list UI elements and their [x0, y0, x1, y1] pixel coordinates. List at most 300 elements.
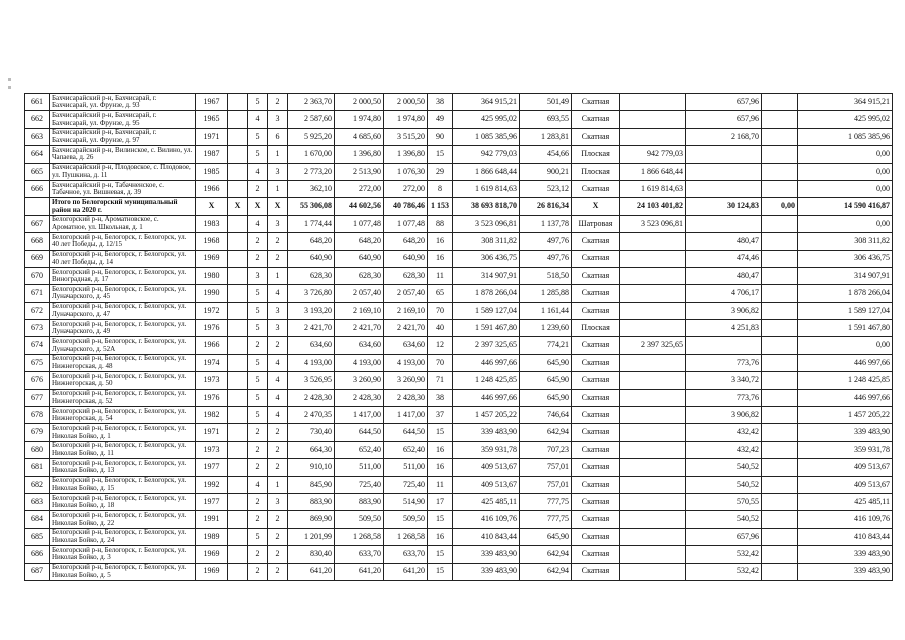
- housing-repair-table: [24, 93, 893, 581]
- cell-cost: 359 931,78: [453, 441, 520, 458]
- cell-a2: 648,20: [335, 233, 384, 250]
- cell-total: 410 843,44: [798, 528, 893, 545]
- cell-unit: 642,94: [520, 546, 572, 563]
- cell-s1: 1 619 814,63: [620, 180, 686, 197]
- cell-s3: [762, 302, 798, 319]
- cell-a2: 2 057,40: [335, 285, 384, 302]
- cell-c1: [228, 354, 248, 371]
- cell-a2: 628,30: [335, 267, 384, 284]
- cell-ent: 3: [268, 493, 288, 510]
- cell-a1: 2 421,70: [288, 320, 335, 337]
- cell-a2: 511,00: [335, 459, 384, 476]
- cell-total: 364 915,21: [798, 94, 893, 111]
- cell-unit: 777,75: [520, 511, 572, 528]
- cell-cost: 1 866 648,44: [453, 163, 520, 180]
- cell-year: 1985: [196, 163, 228, 180]
- cell-floors: 2: [248, 459, 268, 476]
- cell-year: 1965: [196, 111, 228, 128]
- cell-res: 71: [428, 372, 453, 389]
- table-body: [25, 94, 893, 581]
- cell-roof: X: [572, 198, 620, 215]
- cell-n: 679: [25, 424, 50, 441]
- cell-year: 1969: [196, 250, 228, 267]
- cell-ent: 2: [268, 250, 288, 267]
- cell-a2: 2 428,30: [335, 389, 384, 406]
- cell-addr: Белогорский р-н, Белогорск, г. Белогорск, ул. Николая Бойко, д. 5: [50, 563, 196, 580]
- cell-year: 1976: [196, 320, 228, 337]
- cell-res: 70: [428, 354, 453, 371]
- cell-addr: Бахчисарайский р-н, Табачненское, с. Табачное, ул. Вишневая, д. 39: [50, 180, 196, 197]
- cell-res: 16: [428, 441, 453, 458]
- cell-floors: 5: [248, 407, 268, 424]
- cell-n: 681: [25, 459, 50, 476]
- cell-unit: 523,12: [520, 180, 572, 197]
- cell-s2: [686, 146, 762, 163]
- cell-s3: [762, 372, 798, 389]
- cell-ent: 4: [268, 372, 288, 389]
- cell-roof: Скатная: [572, 563, 620, 580]
- cell-ent: 2: [268, 459, 288, 476]
- cell-res: 1 153: [428, 198, 453, 215]
- cell-cost: 339 483,90: [453, 424, 520, 441]
- cell-cost: 306 436,75: [453, 250, 520, 267]
- cell-n: 684: [25, 511, 50, 528]
- cell-unit: 454,66: [520, 146, 572, 163]
- cell-total: 339 483,90: [798, 563, 893, 580]
- cell-a3: 1 077,48: [384, 215, 428, 232]
- cell-a3: 40 786,46: [384, 198, 428, 215]
- cell-res: 12: [428, 337, 453, 354]
- cell-a2: 1 417,00: [335, 407, 384, 424]
- cell-c1: [228, 563, 248, 580]
- cell-res: 11: [428, 476, 453, 493]
- cell-unit: 642,94: [520, 563, 572, 580]
- cell-a2: 44 602,56: [335, 198, 384, 215]
- cell-floors: 2: [248, 337, 268, 354]
- cell-a1: 883,90: [288, 493, 335, 510]
- cell-total: 359 931,78: [798, 441, 893, 458]
- cell-ent: 4: [268, 407, 288, 424]
- cell-c1: [228, 180, 248, 197]
- cell-a2: 2 421,70: [335, 320, 384, 337]
- cell-n: 668: [25, 233, 50, 250]
- cell-total: 409 513,67: [798, 459, 893, 476]
- cell-year: 1973: [196, 441, 228, 458]
- cell-s1: [620, 407, 686, 424]
- cell-total: 425 995,02: [798, 111, 893, 128]
- cell-s1: [620, 320, 686, 337]
- cell-unit: 774,21: [520, 337, 572, 354]
- cell-ent: 4: [268, 389, 288, 406]
- cell-a1: 2 587,60: [288, 111, 335, 128]
- cell-s3: [762, 233, 798, 250]
- table-row: [25, 459, 893, 476]
- cell-a3: 4 193,00: [384, 354, 428, 371]
- cell-roof: Скатная: [572, 407, 620, 424]
- cell-c1: [228, 285, 248, 302]
- table-total-row: [25, 198, 893, 215]
- cell-cost: 2 397 325,65: [453, 337, 520, 354]
- cell-a1: 845,90: [288, 476, 335, 493]
- cell-a3: 2 169,10: [384, 302, 428, 319]
- cell-s3: [762, 546, 798, 563]
- cell-s3: [762, 128, 798, 145]
- cell-floors: 4: [248, 163, 268, 180]
- cell-c1: [228, 528, 248, 545]
- cell-c1: [228, 146, 248, 163]
- cell-total: 0,00: [798, 215, 893, 232]
- cell-cost: 1 619 814,63: [453, 180, 520, 197]
- cell-addr: Белогорский р-н, Белогорск, г. Белогорск, ул. Николая Бойко, д. 1: [50, 424, 196, 441]
- table-row: [25, 424, 893, 441]
- cell-cost: 339 483,90: [453, 563, 520, 580]
- cell-unit: 1 161,44: [520, 302, 572, 319]
- cell-floors: 2: [248, 493, 268, 510]
- cell-roof: Шатровая: [572, 215, 620, 232]
- cell-n: 675: [25, 354, 50, 371]
- cell-s2: 3 906,82: [686, 407, 762, 424]
- cell-unit: 1 239,60: [520, 320, 572, 337]
- cell-addr: Белогорский р-н, Белогорск, г. Белогорск, ул. Николая Бойко, д. 22: [50, 511, 196, 528]
- table-row: [25, 180, 893, 197]
- cell-a1: 1 774,44: [288, 215, 335, 232]
- cell-n: 671: [25, 285, 50, 302]
- cell-c1: [228, 267, 248, 284]
- cell-total: 306 436,75: [798, 250, 893, 267]
- cell-addr: Белогорский р-н, Белогорск, г. Белогорск, ул. Николая Бойко, д. 13: [50, 459, 196, 476]
- cell-n: 662: [25, 111, 50, 128]
- cell-cost: 364 915,21: [453, 94, 520, 111]
- cell-addr: Белогорский р-н, Ароматновское, с. Ароматное, ул. Школьная, д. 1: [50, 215, 196, 232]
- cell-a3: 1 268,58: [384, 528, 428, 545]
- cell-s2: 480,47: [686, 267, 762, 284]
- cell-year: 1991: [196, 511, 228, 528]
- cell-roof: Скатная: [572, 285, 620, 302]
- cell-ent: 3: [268, 111, 288, 128]
- cell-s1: [620, 354, 686, 371]
- table-row: [25, 389, 893, 406]
- cell-res: 15: [428, 424, 453, 441]
- cell-ent: 1: [268, 180, 288, 197]
- cell-addr: Белогорский р-н, Белогорск, г. Белогорск, ул. Нижнегорская, д. 48: [50, 354, 196, 371]
- table-row: [25, 354, 893, 371]
- cell-year: 1980: [196, 267, 228, 284]
- cell-s2: [686, 163, 762, 180]
- cell-a2: 4 193,00: [335, 354, 384, 371]
- cell-cost: 1 085 385,96: [453, 128, 520, 145]
- cell-unit: 757,01: [520, 459, 572, 476]
- cell-year: 1987: [196, 146, 228, 163]
- cell-ent: 2: [268, 563, 288, 580]
- cell-year: 1966: [196, 180, 228, 197]
- cell-s2: 2 168,70: [686, 128, 762, 145]
- cell-a3: 1 076,30: [384, 163, 428, 180]
- table-row: [25, 337, 893, 354]
- cell-year: 1972: [196, 302, 228, 319]
- cell-s1: [620, 128, 686, 145]
- cell-addr: Белогорский р-н, Белогорск, г. Белогорск, ул. Николая Бойко, д. 11: [50, 441, 196, 458]
- cell-c1: [228, 163, 248, 180]
- cell-n: 666: [25, 180, 50, 197]
- cell-roof: Плоская: [572, 320, 620, 337]
- cell-a2: 633,70: [335, 546, 384, 563]
- cell-floors: 2: [248, 511, 268, 528]
- cell-res: 70: [428, 302, 453, 319]
- cell-addr: Бахчисарайский р-н, Бахчисарай, г. Бахчисарай, ул. Фрунзе, д. 95: [50, 111, 196, 128]
- cell-a1: 1 670,00: [288, 146, 335, 163]
- cell-year: 1977: [196, 459, 228, 476]
- cell-n: 669: [25, 250, 50, 267]
- cell-cost: 409 513,67: [453, 476, 520, 493]
- cell-total: 409 513,67: [798, 476, 893, 493]
- housing-repair-table-page: [24, 93, 892, 581]
- cell-a3: 3 515,20: [384, 128, 428, 145]
- cell-s1: 942 779,03: [620, 146, 686, 163]
- cell-year: 1971: [196, 128, 228, 145]
- cell-c1: [228, 424, 248, 441]
- table-row: [25, 372, 893, 389]
- cell-addr: Итого по Белогорский муниципальный район на 2020 г.: [50, 198, 196, 215]
- cell-n: [25, 198, 50, 215]
- cell-res: 8: [428, 180, 453, 197]
- cell-s1: [620, 285, 686, 302]
- cell-n: 664: [25, 146, 50, 163]
- cell-s2: 4 251,83: [686, 320, 762, 337]
- cell-s1: [620, 302, 686, 319]
- cell-a2: 634,60: [335, 337, 384, 354]
- cell-unit: 693,55: [520, 111, 572, 128]
- cell-roof: Скатная: [572, 372, 620, 389]
- cell-n: 687: [25, 563, 50, 580]
- cell-a3: 633,70: [384, 546, 428, 563]
- cell-a2: 1 396,80: [335, 146, 384, 163]
- cell-s2: 540,52: [686, 511, 762, 528]
- cell-roof: Скатная: [572, 111, 620, 128]
- cell-c1: [228, 407, 248, 424]
- cell-year: 1967: [196, 94, 228, 111]
- cell-ent: 2: [268, 528, 288, 545]
- cell-cost: 308 311,82: [453, 233, 520, 250]
- cell-a1: 4 193,00: [288, 354, 335, 371]
- cell-n: 682: [25, 476, 50, 493]
- cell-a2: 272,00: [335, 180, 384, 197]
- cell-s3: [762, 354, 798, 371]
- cell-ent: 4: [268, 354, 288, 371]
- cell-s1: [620, 493, 686, 510]
- cell-cost: 425 995,02: [453, 111, 520, 128]
- cell-roof: Скатная: [572, 233, 620, 250]
- cell-s2: 657,96: [686, 528, 762, 545]
- cell-res: 37: [428, 407, 453, 424]
- cell-year: 1976: [196, 389, 228, 406]
- table-row: [25, 111, 893, 128]
- cell-cost: 314 907,91: [453, 267, 520, 284]
- cell-year: 1973: [196, 372, 228, 389]
- cell-c1: [228, 250, 248, 267]
- cell-unit: 26 816,34: [520, 198, 572, 215]
- cell-res: 17: [428, 493, 453, 510]
- cell-a1: 2 773,20: [288, 163, 335, 180]
- cell-unit: 645,90: [520, 372, 572, 389]
- cell-s2: 657,96: [686, 94, 762, 111]
- cell-cost: 38 693 818,70: [453, 198, 520, 215]
- cell-s1: [620, 441, 686, 458]
- cell-res: 16: [428, 528, 453, 545]
- cell-roof: Скатная: [572, 546, 620, 563]
- cell-a3: 1 417,00: [384, 407, 428, 424]
- cell-unit: 1 283,81: [520, 128, 572, 145]
- cell-floors: 5: [248, 128, 268, 145]
- cell-total: 1 457 205,22: [798, 407, 893, 424]
- cell-year: 1969: [196, 546, 228, 563]
- cell-total: 339 483,90: [798, 424, 893, 441]
- cell-addr: Бахчисарайский р-н, Бахчисарай, г. Бахчисарай, ул. Фрунзе, д. 93: [50, 94, 196, 111]
- cell-n: 667: [25, 215, 50, 232]
- cell-a3: 272,00: [384, 180, 428, 197]
- cell-s1: [620, 111, 686, 128]
- cell-unit: 1 285,88: [520, 285, 572, 302]
- cell-s2: 432,42: [686, 441, 762, 458]
- cell-ent: 1: [268, 476, 288, 493]
- cell-year: 1992: [196, 476, 228, 493]
- cell-floors: 2: [248, 250, 268, 267]
- cell-n: 674: [25, 337, 50, 354]
- cell-a1: 55 306,08: [288, 198, 335, 215]
- cell-c1: [228, 511, 248, 528]
- cell-roof: Скатная: [572, 511, 620, 528]
- cell-s1: [620, 250, 686, 267]
- table-row: [25, 493, 893, 510]
- cell-total: 308 311,82: [798, 233, 893, 250]
- scan-mark: [8, 78, 11, 81]
- cell-unit: 645,90: [520, 528, 572, 545]
- cell-a2: 1 077,48: [335, 215, 384, 232]
- cell-res: 29: [428, 163, 453, 180]
- cell-s2: 432,42: [686, 424, 762, 441]
- table-row: [25, 163, 893, 180]
- cell-addr: Бахчисарайский р-н, Бахчисарай, г. Бахчисарай, ул. Фрунзе, д. 97: [50, 128, 196, 145]
- cell-year: 1968: [196, 233, 228, 250]
- cell-res: 16: [428, 250, 453, 267]
- cell-s2: [686, 337, 762, 354]
- cell-s2: 480,47: [686, 233, 762, 250]
- cell-s3: [762, 320, 798, 337]
- cell-roof: Скатная: [572, 302, 620, 319]
- cell-year: 1989: [196, 528, 228, 545]
- cell-roof: Скатная: [572, 337, 620, 354]
- cell-s1: [620, 424, 686, 441]
- cell-floors: 2: [248, 441, 268, 458]
- cell-n: 670: [25, 267, 50, 284]
- cell-total: 0,00: [798, 163, 893, 180]
- cell-floors: 5: [248, 372, 268, 389]
- cell-ent: 2: [268, 511, 288, 528]
- cell-addr: Бахчисарайский р-н, Плодовское, с. Плодовое, ул. Пушкина, д. 11: [50, 163, 196, 180]
- cell-total: 1 591 467,80: [798, 320, 893, 337]
- cell-c1: [228, 546, 248, 563]
- cell-res: 40: [428, 320, 453, 337]
- cell-addr: Белогорский р-н, Белогорск, г. Белогорск, ул. Нижнегорская, д. 54: [50, 407, 196, 424]
- cell-roof: Скатная: [572, 180, 620, 197]
- cell-total: 1 085 385,96: [798, 128, 893, 145]
- cell-s2: [686, 180, 762, 197]
- cell-addr: Белогорский р-н, Белогорск, г. Белогорск, ул. Николая Бойко, д. 15: [50, 476, 196, 493]
- cell-a3: 634,60: [384, 337, 428, 354]
- cell-year: 1974: [196, 354, 228, 371]
- cell-a3: 648,20: [384, 233, 428, 250]
- cell-s3: [762, 493, 798, 510]
- cell-a2: 652,40: [335, 441, 384, 458]
- cell-a3: 641,20: [384, 563, 428, 580]
- cell-year: 1982: [196, 407, 228, 424]
- cell-s1: [620, 459, 686, 476]
- cell-s3: [762, 528, 798, 545]
- cell-a3: 2 428,30: [384, 389, 428, 406]
- cell-roof: Скатная: [572, 459, 620, 476]
- cell-s3: [762, 407, 798, 424]
- cell-res: 65: [428, 285, 453, 302]
- cell-s3: [762, 146, 798, 163]
- cell-roof: Плоская: [572, 146, 620, 163]
- cell-n: 685: [25, 528, 50, 545]
- table-row: [25, 267, 893, 284]
- cell-s3: 0,00: [762, 198, 798, 215]
- cell-floors: 2: [248, 233, 268, 250]
- cell-a3: 652,40: [384, 441, 428, 458]
- cell-year: 1977: [196, 493, 228, 510]
- cell-cost: 410 843,44: [453, 528, 520, 545]
- cell-s3: [762, 476, 798, 493]
- cell-roof: Скатная: [572, 389, 620, 406]
- cell-cost: 1 591 467,80: [453, 320, 520, 337]
- cell-a1: 641,20: [288, 563, 335, 580]
- cell-cost: 425 485,11: [453, 493, 520, 510]
- cell-unit: 777,75: [520, 493, 572, 510]
- table-row: [25, 441, 893, 458]
- cell-a3: 1 396,80: [384, 146, 428, 163]
- cell-a2: 509,50: [335, 511, 384, 528]
- cell-ent: 1: [268, 146, 288, 163]
- cell-floors: 5: [248, 354, 268, 371]
- table-row: [25, 146, 893, 163]
- cell-res: 38: [428, 94, 453, 111]
- cell-ent: 3: [268, 320, 288, 337]
- cell-total: 446 997,66: [798, 389, 893, 406]
- table-row: [25, 563, 893, 580]
- table-row: [25, 128, 893, 145]
- cell-a1: 664,30: [288, 441, 335, 458]
- cell-year: X: [196, 198, 228, 215]
- cell-c1: [228, 476, 248, 493]
- cell-a1: 640,90: [288, 250, 335, 267]
- cell-cost: 1 248 425,85: [453, 372, 520, 389]
- cell-year: 1990: [196, 285, 228, 302]
- cell-n: 672: [25, 302, 50, 319]
- cell-unit: 497,76: [520, 250, 572, 267]
- cell-s1: [620, 267, 686, 284]
- cell-s2: 4 706,17: [686, 285, 762, 302]
- cell-unit: 501,49: [520, 94, 572, 111]
- cell-s2: 3 340,72: [686, 372, 762, 389]
- cell-s3: [762, 94, 798, 111]
- cell-total: 0,00: [798, 337, 893, 354]
- cell-res: 38: [428, 389, 453, 406]
- cell-res: 88: [428, 215, 453, 232]
- cell-c1: [228, 302, 248, 319]
- cell-s2: 532,42: [686, 546, 762, 563]
- cell-addr: Белогорский р-н, Белогорск, г. Белогорск, ул. 40 лет Победы, д. 12/15: [50, 233, 196, 250]
- cell-floors: 5: [248, 528, 268, 545]
